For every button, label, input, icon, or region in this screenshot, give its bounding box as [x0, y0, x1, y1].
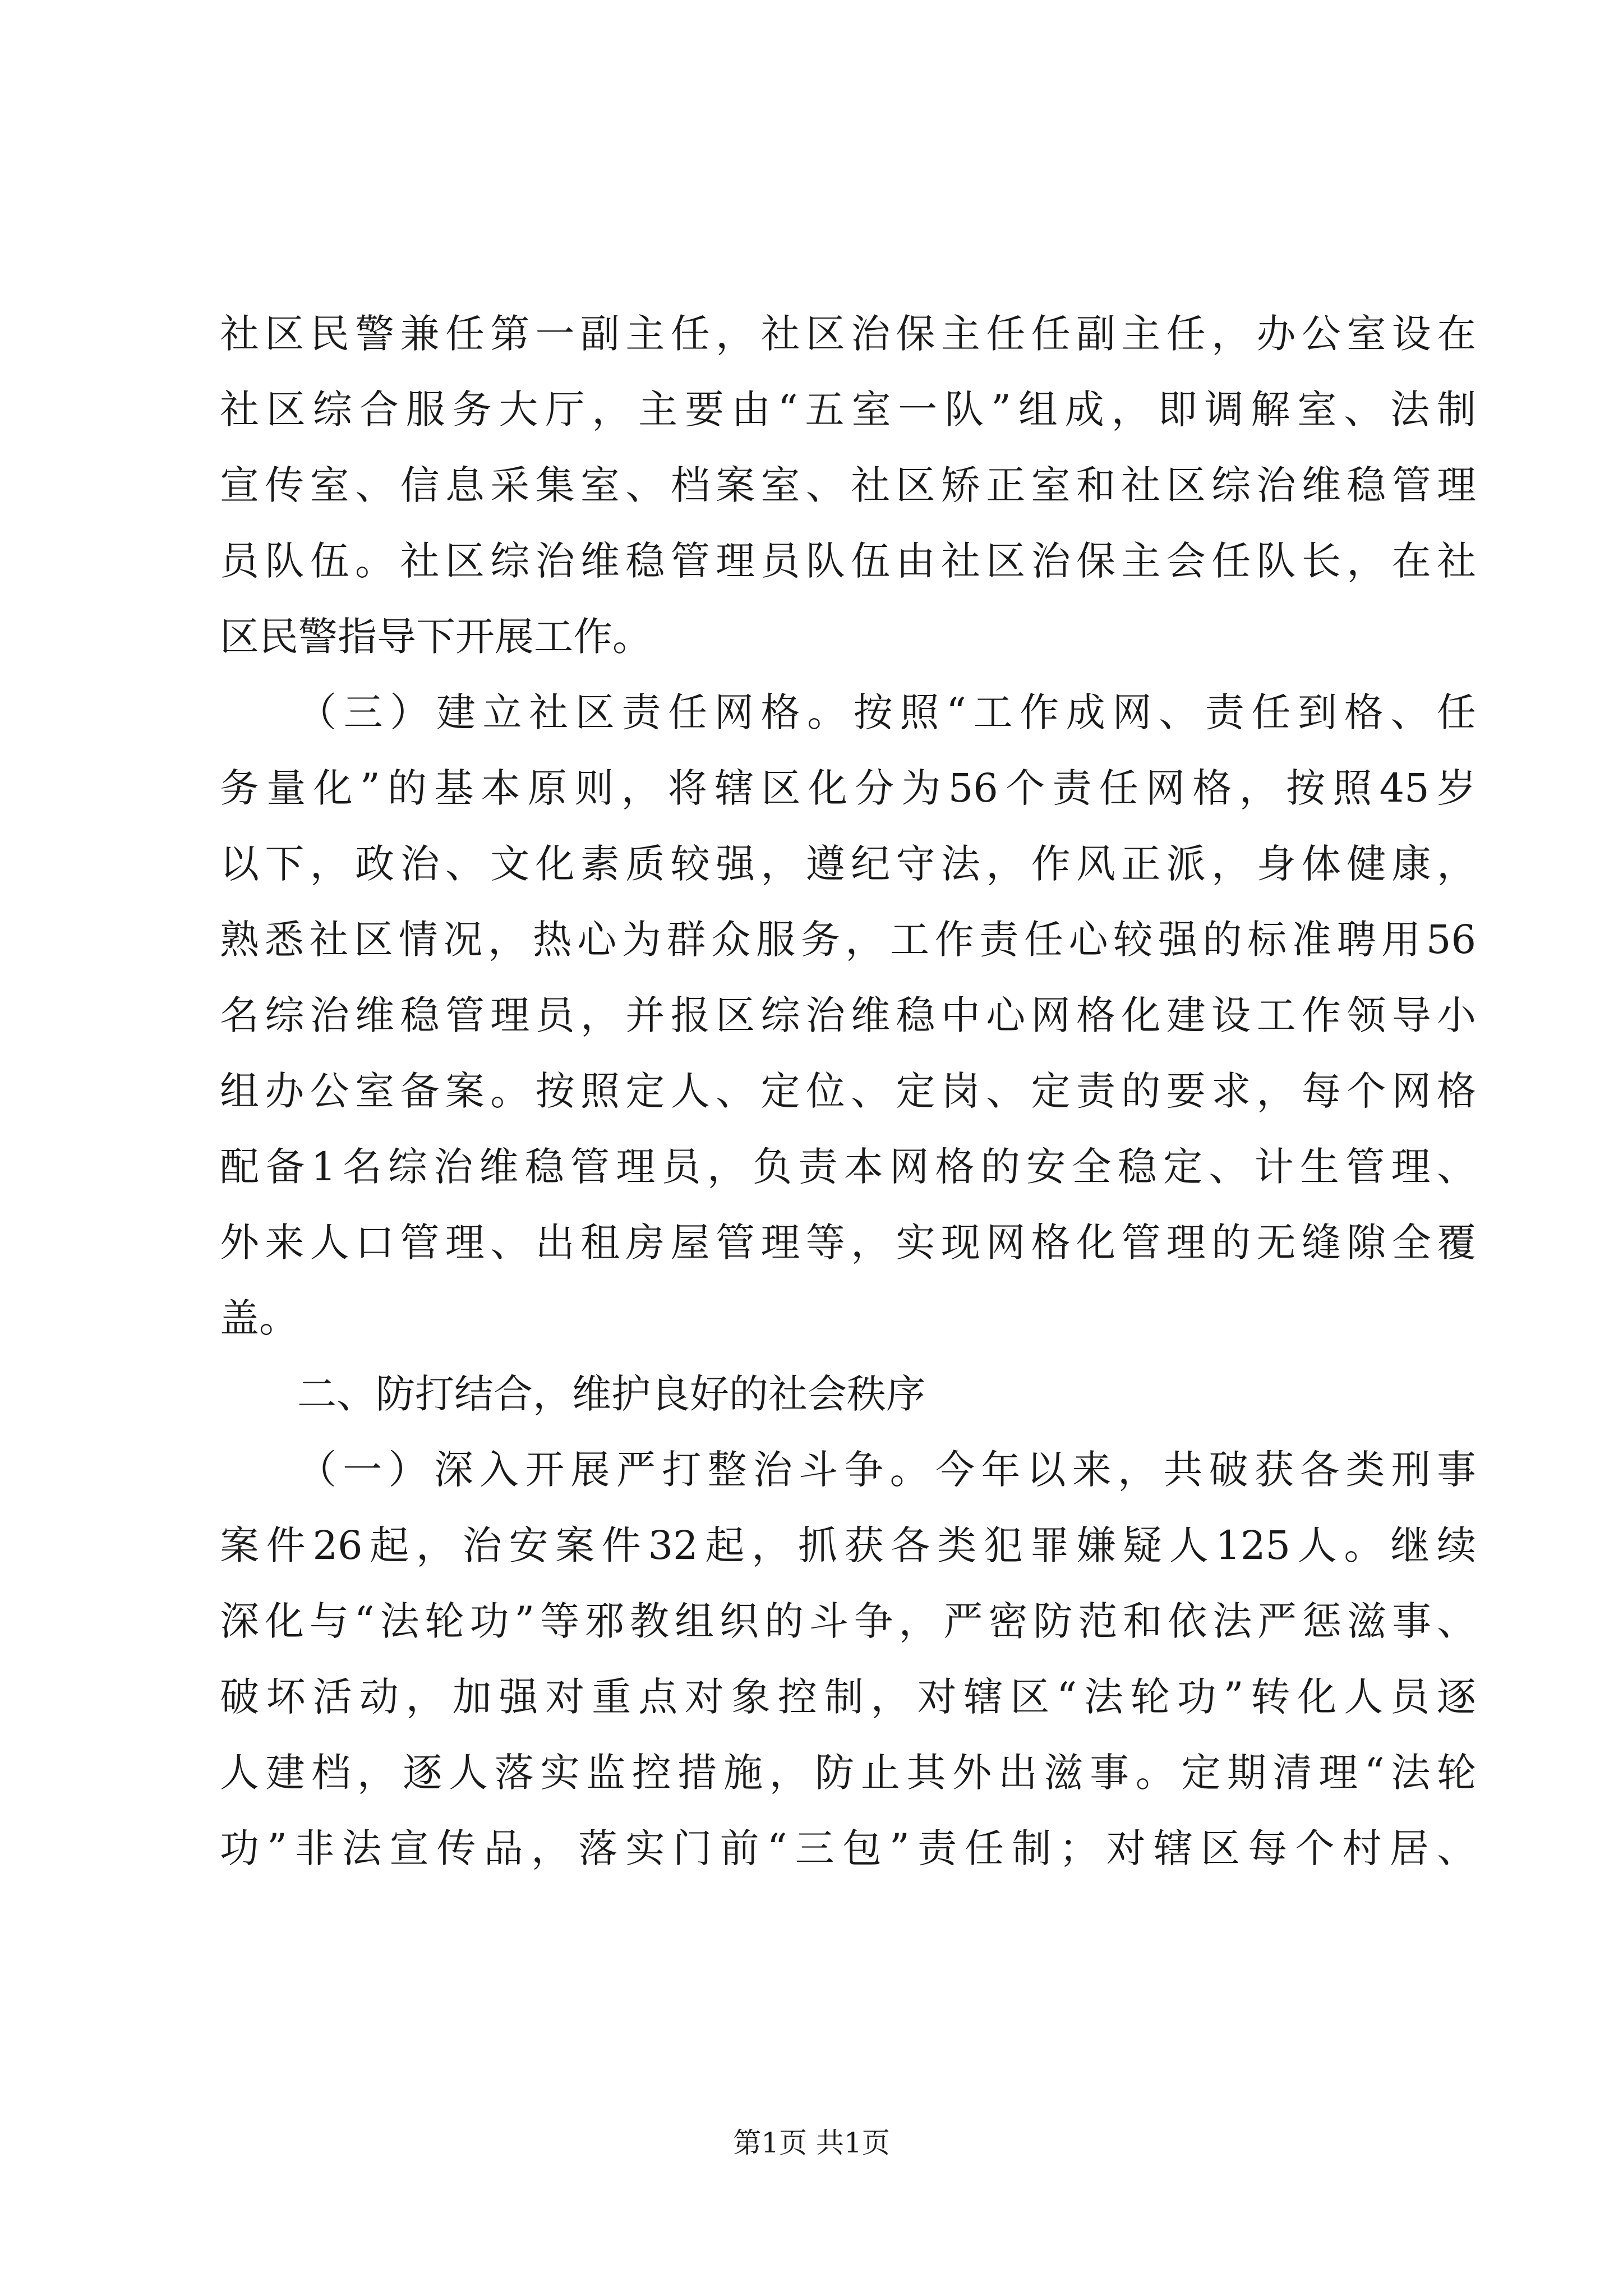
text-line: 务量化”的基本原则，将辖区化分为56个责任网格，按照45岁: [220, 765, 1476, 811]
text-line: 外来人口管理、出租房屋管理等，实现网格化管理的无缝隙全覆: [220, 1220, 1476, 1266]
text-line: 深化与“法轮功”等邪教组织的斗争，严密防范和依法严惩滋事、: [220, 1598, 1476, 1644]
text-line: 区民警指导下开展工作。: [220, 614, 652, 660]
section-heading: 二、防打结合，维护良好的社会秩序: [297, 1371, 925, 1417]
paragraph-start-line: （三）建立社区责任网格。按照“工作成网、责任到格、任: [297, 689, 1476, 735]
text-line: 功”非法宣传品，落实门前“三包”责任制；对辖区每个村居、: [220, 1825, 1476, 1871]
text-line: 名综治维稳管理员，并报区综治维稳中心网格化建设工作领导小: [220, 992, 1476, 1038]
text-line: 社区综合服务大厅，主要由“五室一队”组成，即调解室、法制: [220, 386, 1476, 432]
text-line: 以下，政治、文化素质较强，遵纪守法，作风正派，身体健康，: [220, 841, 1476, 887]
text-line: 盖。: [220, 1295, 298, 1341]
text-line: 社区民警兼任第一副主任，社区治保主任任副主任，办公室设在: [220, 311, 1476, 357]
text-line: 破坏活动，加强对重点对象控制，对辖区“法轮功”转化人员逐: [220, 1674, 1476, 1720]
text-line: 组办公室备案。按照定人、定位、定岗、定责的要求，每个网格: [220, 1068, 1476, 1114]
text-line: 宣传室、信息采集室、档案室、社区矫正室和社区综治维稳管理: [220, 462, 1476, 508]
text-line: 熟悉社区情况，热心为群众服务，工作责任心较强的标准聘用56: [220, 917, 1476, 963]
paragraph-start-line: （一）深入开展严打整治斗争。今年以来，共破获各类刑事: [297, 1447, 1476, 1493]
text-line: 配备1名综治维稳管理员，负责本网格的安全稳定、计生管理、: [220, 1144, 1476, 1190]
text-line: 案件26起，治安案件32起，抓获各类犯罪嫌疑人125人。继续: [220, 1522, 1476, 1568]
text-line: 人建档，逐人落实监控措施，防止其外出滋事。定期清理“法轮: [220, 1750, 1476, 1796]
text-line: 员队伍。社区综治维稳管理员队伍由社区治保主会任队长，在社: [220, 538, 1476, 584]
page-footer: 第1页 共1页: [733, 2127, 890, 2159]
